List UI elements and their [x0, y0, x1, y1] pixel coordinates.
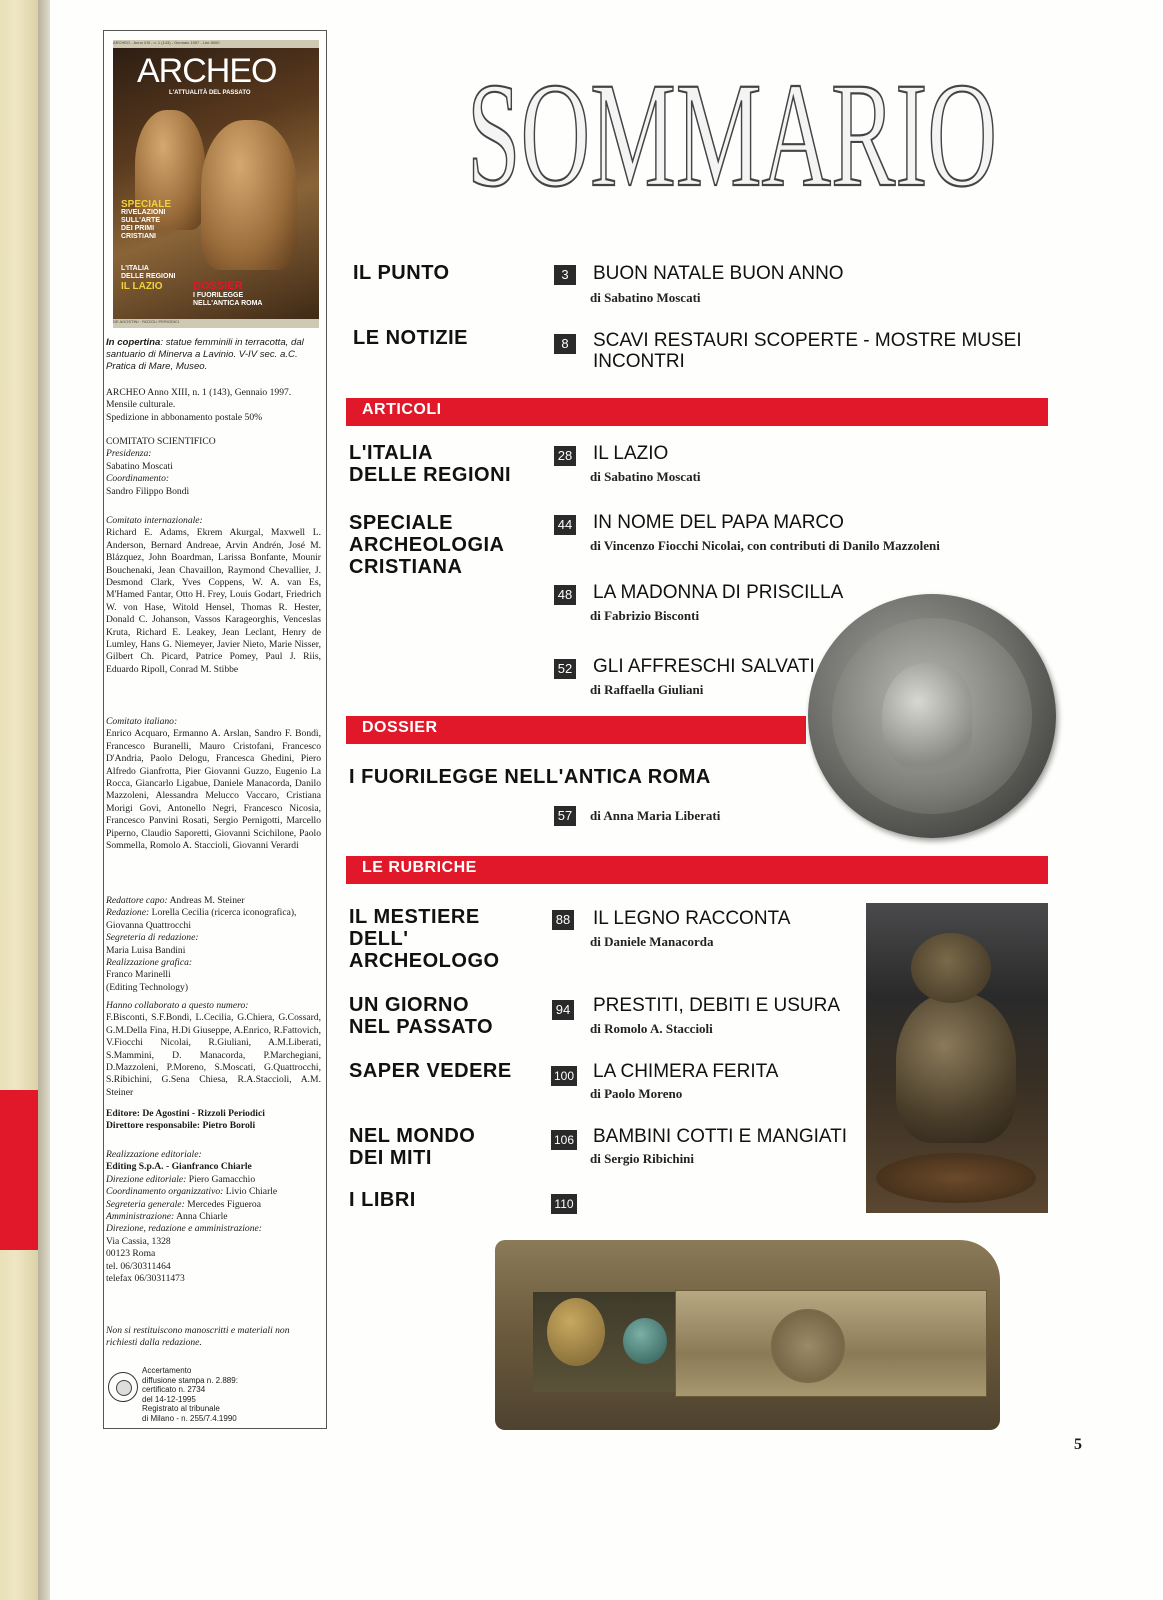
page-title — [462, 15, 1002, 205]
section-dossier-title[interactable]: I FUORILEGGE NELL'ANTICA ROMA — [349, 766, 711, 788]
article-author: di Sabatino Moscati — [590, 469, 701, 484]
section-speciale: SPECIALE ARCHEOLOGIA CRISTIANA — [349, 512, 505, 578]
chimera-bronze-image — [866, 903, 1048, 1213]
page-number[interactable]: 52 — [554, 659, 576, 679]
cover-dossier-title: I FUORILEGGE NELL'ANTICA ROMA — [193, 292, 263, 307]
page-number[interactable]: 100 — [551, 1066, 577, 1086]
spine-red-stripe — [0, 1090, 40, 1250]
article-headline[interactable]: LA MADONNA DI PRISCILLA — [593, 582, 844, 603]
page-number[interactable]: 57 — [554, 806, 576, 826]
lid-seal — [771, 1309, 845, 1383]
article-headline[interactable]: LA CHIMERA FERITA — [593, 1061, 779, 1082]
section-un-giorno: UN GIORNO NEL PASSATO — [349, 994, 494, 1038]
page-number[interactable]: 88 — [552, 910, 574, 930]
cover-speciale: SPECIALE RIVELAZIONI SULL'ARTE DEI PRIMI CRISTIANI — [121, 199, 172, 240]
statue-image-right — [201, 120, 297, 270]
article-author: di Anna Maria Liberati — [590, 808, 721, 823]
gold-coin — [547, 1298, 605, 1366]
cover-top-strip: ARCHEO - Anno XIII - n. 1 (143) - Gennaio 1997 - Lire 8000 — [113, 40, 319, 48]
realizzazione-block: Realizzazione editoriale: Editing S.p.A. - Gianfranco Chiarle Direzione editoriale: Piero Gamacchio Coordinamento organizzativo: Livio Chiarle Segreteria generale: Mercedes Figueroa Amministrazione: Anna Chiarle Direzione, redazione e amministrazione: Via Cassia, 1328 00123 Roma tel. 06/30311464 telefax 06/30311473 — [106, 1149, 278, 1285]
chimera-base — [876, 1153, 1036, 1203]
page-number[interactable]: 28 — [554, 446, 576, 466]
cover-caption: In copertina: statue femminili in terracotta, dal santuario di Minerva a Lavinio. V-IV sec. a.C. Pratica di Mare, Museo. — [106, 337, 304, 372]
section-le-notizie: LE NOTIZIE — [353, 327, 468, 349]
cover-dossier: DOSSIER — [193, 280, 243, 292]
coin-portrait — [882, 663, 972, 773]
article-headline[interactable]: IL LEGNO RACCONTA — [593, 908, 791, 929]
redazione-block: Redattore capo: Andreas M. Steiner Redazione: Lorella Cecilia (ricerca iconografica), Giovanna Quattrocchi Segreteria di redazione: Maria Luisa Bandini Realizzazione grafica: Franco Marinelli (Editing Technology) — [106, 895, 297, 993]
article-author: di Fabrizio Bisconti — [590, 608, 700, 623]
section-il-punto: IL PUNTO — [353, 262, 450, 284]
page-number[interactable]: 48 — [554, 585, 576, 605]
article-author: di Sabatino Moscati — [590, 290, 701, 305]
editore-block: Editore: De Agostini - Rizzoli Periodici Direttore responsabile: Pietro Boroli — [106, 1108, 265, 1132]
section-saper-vedere: SAPER VEDERE — [349, 1060, 512, 1082]
article-headline[interactable]: SCAVI RESTAURI SCOPERTE - MOSTRE MUSEI — [593, 330, 1022, 351]
cover-thumbnail[interactable] — [113, 40, 319, 328]
article-headline[interactable]: PRESTITI, DEBITI E USURA — [593, 995, 841, 1016]
comitato-scientifico: COMITATO SCIENTIFICO Presidenza: Sabatino Moscati Coordinamento: Sandro Filippo Bondì — [106, 436, 216, 497]
article-author: di Vincenzo Fiocchi Nicolai, con contributi di Danilo Mazzoleni — [590, 538, 940, 553]
green-coin — [623, 1318, 667, 1364]
accertamento: Accertamento diffusione stampa n. 2.889: certificato n. 2734 del 14-12-1995 Registrato al tribunale di Milano - n. 255/7.4.1990 — [142, 1366, 238, 1423]
ads-seal-icon — [108, 1372, 138, 1402]
section-mondo-miti: NEL MONDO DEI MITI — [349, 1125, 476, 1169]
page-number[interactable]: 3 — [554, 265, 576, 285]
article-author: di Paolo Moreno — [590, 1086, 683, 1101]
page-number[interactable]: 110 — [551, 1194, 577, 1214]
collaborators: Hanno collaborato a questo numero: F.Bisconti, S.F.Bondì, L.Cecilia, G.Chiera, G.Cossard, G.M.Della Fina, H.Di Giuseppe, A.Enrico, R.Fattovich, V.Fiocchi Nicolai, R.Giuliani, A.M.Liberati, S.Mammini, D. Manacorda, P.Marchegiani, D.Mazzoleni, P.Moreno, S.Moscati, G.Quattrocchi, S.Ribichini, G.Sena Chiesa, R.A.Staccioli, A.M. Steiner — [106, 1000, 321, 1098]
page-number[interactable]: 44 — [554, 515, 576, 535]
article-headline[interactable]: BAMBINI COTTI E MANGIATI — [593, 1126, 848, 1147]
chimera-body — [896, 993, 1016, 1143]
article-headline-line2[interactable]: INCONTRI — [593, 351, 685, 372]
cover-logo-subtitle: L'ATTUALITÀ DEL PASSATO — [169, 90, 251, 96]
page-number[interactable]: 106 — [551, 1130, 577, 1150]
page-number[interactable]: 94 — [552, 1000, 574, 1020]
coin-box-image — [495, 1240, 1000, 1430]
article-headline[interactable]: IL LAZIO — [593, 443, 669, 464]
section-bar-rubriche: LE RUBRICHE — [346, 856, 1048, 884]
chimera-head — [911, 933, 991, 1003]
page-folio: 5 — [1074, 1436, 1082, 1453]
coin-face — [832, 618, 1032, 814]
article-headline[interactable]: IN NOME DEL PAPA MARCO — [593, 512, 844, 533]
section-mestiere: IL MESTIERE DELL' ARCHEOLOGO — [349, 906, 500, 972]
section-i-libri: I LIBRI — [349, 1189, 416, 1211]
box-sliding-lid — [675, 1290, 987, 1397]
article-author: di Romolo A. Staccioli — [590, 1021, 713, 1036]
issue-info: ARCHEO Anno XIII, n. 1 (143), Gennaio 1997. Mensile culturale. Spedizione in abbonamento postale 50% — [106, 387, 292, 423]
article-headline[interactable]: BUON NATALE BUON ANNO — [593, 263, 844, 284]
cover-lazio: L'ITALIA DELLE REGIONI IL LAZIO — [121, 265, 176, 292]
comitato-internazionale: Comitato internazionale: Richard E. Adams, Ekrem Akurgal, Maxwell L. Anderson, Bernard Andreae, Arvin Andrén, José M. Blázquez, John Boardman, Larissa Bonfante, Mounir Bouchenaki, Jean Chavaillon, Raymond Chevallier, J. Desmond Clark, Yves Coppens, W. A. van Es, M'Hamed Fantar, Otto H. Frey, Louis Godart, Friedrich W. von Hase, Witold Hensel, Thomas R. Hester, Donald C. Johanson, Vassos Karageorghis, Venceslas Kruta, Richard E. Leakey, Jean Leclant, Henry de Lumley, Hans G. Niemeyer, Javier Nieto, Marie Nisser, Gilbert Ch. Picard, Patrice Pomey, Paul J. Riis, Eduardo Ripoll, Conrad M. Stibbe — [106, 515, 321, 675]
article-author: di Daniele Manacorda — [590, 934, 714, 949]
cover-logo: ARCHEO — [137, 52, 277, 90]
article-author: di Raffaella Giuliani — [590, 682, 704, 697]
article-headline[interactable]: GLI AFFRESCHI SALVATI — [593, 656, 815, 677]
section-bar-articoli: ARTICOLI — [346, 398, 1048, 426]
notice: Non si restituiscono manoscritti e materiali non richiesti dalla redazione. — [106, 1325, 290, 1349]
article-author: di Sergio Ribichini — [590, 1151, 695, 1166]
binding-spine — [0, 0, 40, 1600]
title-text: SOMMARIO — [467, 52, 997, 205]
page-number[interactable]: 8 — [554, 334, 576, 354]
comitato-italiano: Comitato italiano: Enrico Acquaro, Ermanno A. Arslan, Sandro F. Bondì, Francesco Buranelli, Mauro Cristofani, Francesco D'Andria, Paolo Delogu, Francesca Ghedini, Piero Alfredo Gianfrotta, Pier Giovanni Guzzo, Eugenio La Rocca, Giancarlo Ligabue, Daniele Manacorda, Danilo Mazzoleni, Alessandra Melucco Vaccaro, Cristiana Morigi Govi, Antonello Negri, Francesco Nicosia, Francesco Panvini Rosati, Sergio Pernigotti, Marcello Piperno, Claudio Saporetti, Giovanni Scichilone, Paolo Sommella, Romolo A. Staccioli, Giovanni Verardi — [106, 716, 321, 852]
section-bar-dossier: DOSSIER — [346, 716, 806, 744]
section-italia-regioni: L'ITALIA DELLE REGIONI — [349, 442, 512, 486]
roman-coin-image — [808, 594, 1056, 838]
cover-bottom-strip: DE AGOSTINI · RIZZOLI PERIODICI — [113, 319, 319, 328]
